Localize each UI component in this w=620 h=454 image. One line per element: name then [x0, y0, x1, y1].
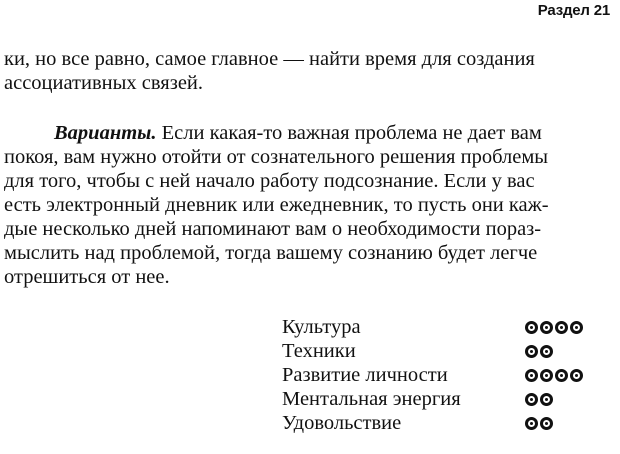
rating-dot-icon: [540, 345, 553, 358]
rating-dot-icon: [525, 345, 538, 358]
text-line: дые несколько дней напоминают вам о необходимости пораз-: [4, 218, 542, 240]
text-fragment: Если какая-то важная проблема не дает вам: [156, 122, 542, 144]
variants-lead: Варианты.: [54, 122, 157, 144]
text-line: [4, 121, 616, 145]
rating-label: Ментальная энергия: [282, 387, 461, 410]
text-line: мыслить над проблемой, тогда вашему сознанию будет легче: [4, 242, 538, 264]
rating-dot-icon: [570, 321, 583, 334]
rating-label: Культура: [282, 315, 361, 338]
rating-label: Техники: [282, 339, 356, 362]
rating-row: [282, 315, 617, 339]
paragraph-variants: [4, 121, 616, 289]
rating-score: [525, 393, 605, 406]
text-line: ки, но все равно, самое главное — найти время для создания: [4, 48, 535, 70]
section-header: Раздел 21: [537, 2, 610, 19]
rating-dot-icon: [525, 393, 538, 406]
rating-dot-icon: [540, 321, 553, 334]
rating-score: [525, 417, 605, 430]
rating-dot-icon: [570, 369, 583, 382]
rating-dot-icon: [555, 321, 568, 334]
rating-dot-icon: [540, 369, 553, 382]
rating-label: Удовольствие: [282, 411, 402, 434]
rating-score: [525, 369, 605, 382]
rating-dot-icon: [525, 369, 538, 382]
rating-dot-icon: [540, 393, 553, 406]
paragraph-continuation: [4, 47, 616, 95]
text-line: отрешиться от нее.: [4, 266, 170, 288]
rating-score: [525, 345, 605, 358]
rating-dot-icon: [555, 369, 568, 382]
ratings-table: [282, 315, 617, 435]
rating-row: [282, 363, 617, 387]
rating-dot-icon: [525, 321, 538, 334]
rating-dot-icon: [540, 417, 553, 430]
rating-row: [282, 339, 617, 363]
rating-label: Развитие личности: [282, 363, 448, 386]
text-line: для того, чтобы с ней начало работу подсознание. Если у вас: [4, 170, 535, 192]
rating-score: [525, 321, 605, 334]
rating-row: [282, 411, 617, 435]
text-line: ассоциативных связей.: [4, 72, 204, 94]
rating-dot-icon: [525, 417, 538, 430]
text-line: покоя, вам нужно отойти от сознательного решения проблемы: [4, 146, 549, 168]
rating-row: [282, 387, 617, 411]
text-line: есть электронный дневник или ежедневник, то пусть они каж-: [4, 194, 549, 216]
